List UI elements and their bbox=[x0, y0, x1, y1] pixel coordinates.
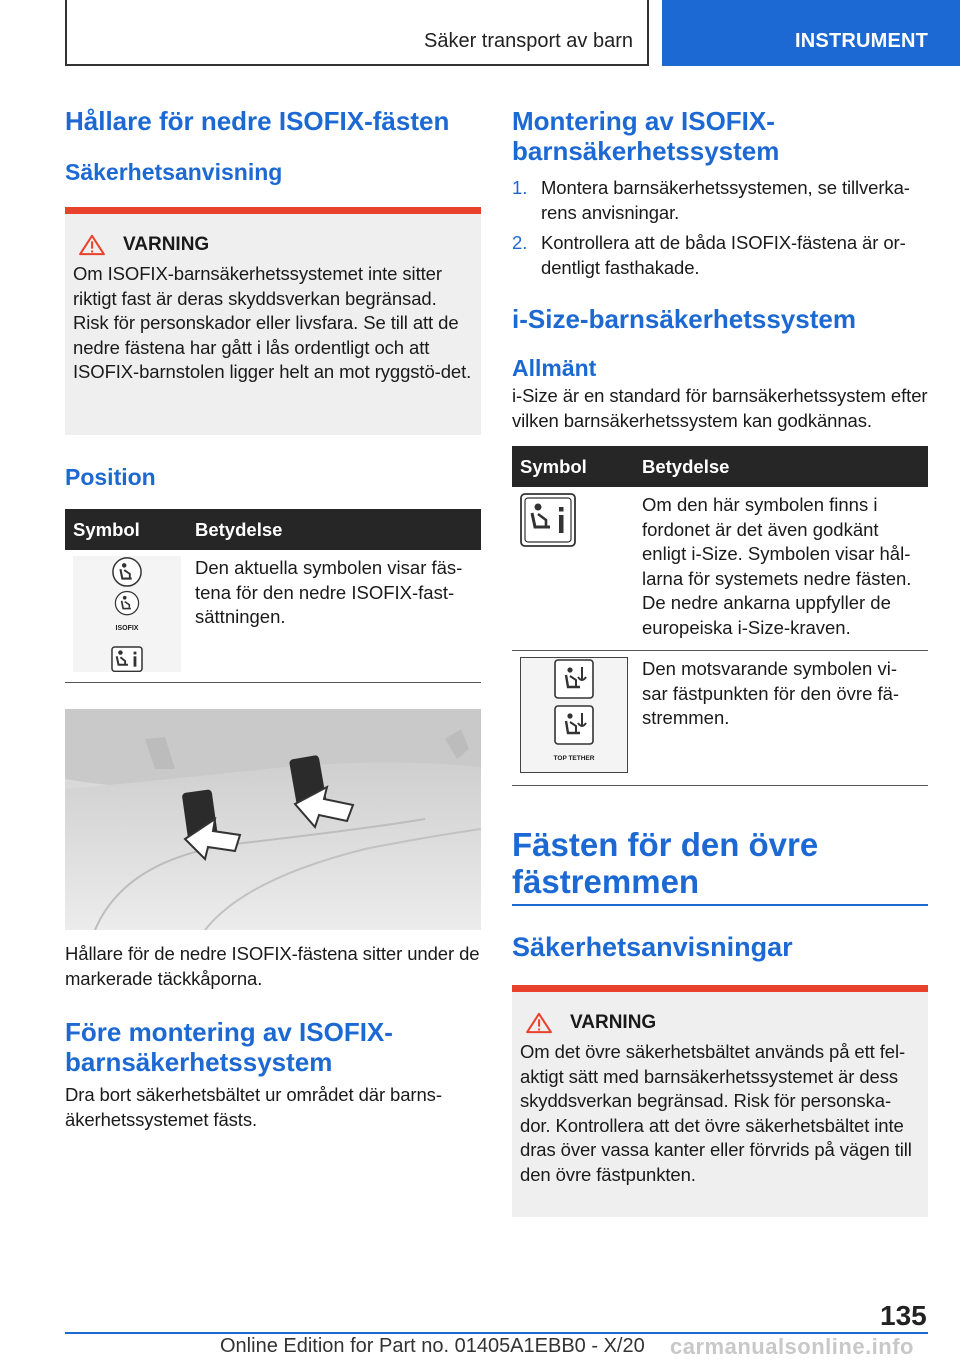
warning-triangle-icon bbox=[524, 1012, 554, 1034]
header-section-title: Säker transport av barn bbox=[424, 30, 633, 52]
tether-anchor-small-icon bbox=[554, 705, 594, 745]
step-number: 2. bbox=[512, 232, 528, 253]
safety-instructions-heading: Säkerhetsanvisningar bbox=[512, 932, 793, 962]
rear-seat-illustration bbox=[65, 709, 481, 930]
warning-box bbox=[512, 985, 928, 1217]
before-mounting-heading: Före montering av ISOFIX-barnsäkerhetssystem bbox=[65, 1017, 393, 1077]
table-header-symbol: Symbol bbox=[65, 509, 187, 550]
top-tether-label: TOP TETHER bbox=[553, 754, 595, 762]
isofix-label: ISOFIX bbox=[115, 625, 139, 633]
table-row bbox=[512, 487, 928, 651]
isofix-child-seat-icon bbox=[110, 556, 144, 588]
header-chapter-tab bbox=[662, 0, 960, 66]
warning-label: VARNING bbox=[123, 234, 210, 255]
isize-seat-icon bbox=[520, 493, 576, 547]
table-cell-meaning: Den aktuella symbolen visar fäs-tena för den nedre ISOFIX-fast-sättningen. bbox=[187, 550, 481, 683]
table-header-symbol: Symbol bbox=[512, 446, 634, 487]
heading-rule bbox=[512, 904, 928, 906]
isize-seat-icon bbox=[110, 646, 144, 672]
warning-header bbox=[73, 234, 473, 256]
warning-triangle-icon bbox=[77, 234, 107, 256]
top-tether-symbols bbox=[520, 657, 628, 773]
tether-anchor-icon bbox=[554, 659, 594, 699]
table-header-meaning: Betydelse bbox=[634, 446, 928, 487]
warning-header bbox=[520, 1012, 920, 1034]
warning-box bbox=[65, 207, 481, 435]
step-text: Montera barnsäkerhetssystemen, se tillverka-rens anvisningar. bbox=[541, 177, 910, 223]
left-column bbox=[65, 100, 481, 1132]
isize-symbol bbox=[520, 493, 576, 547]
general-text: i-Size är en standard för barnsäkerhetssystem efter vilken barnsäkerhetssystem kan godkännas. bbox=[512, 385, 928, 431]
upper-tether-heading: Fästen för den övre fästremmen bbox=[512, 826, 819, 900]
warning-text: Om det övre säkerhetsbältet används på ett fel-aktigt sätt med barnsäkerhetssystemet är dess skyddsverkan begränsad. Risk för personska-dor. Kontrollera att det övre säkerhetsbältet inte dras över vassa kanter eller förvrids på vägen till den övre fästpunkten. bbox=[520, 1041, 912, 1185]
mounting-steps bbox=[512, 176, 928, 280]
mounting-heading: Montering av ISOFIX-barnsäkerhetssystem bbox=[512, 106, 780, 166]
footer-edition: Online Edition for Part no. 01405A1EBB0 - X/20 bbox=[220, 1335, 645, 1357]
isofix-title: Hållare för nedre ISOFIX-fästen bbox=[65, 106, 450, 136]
safety-heading: Säkerhetsanvisning bbox=[65, 159, 283, 185]
table-header-meaning: Betydelse bbox=[187, 509, 481, 550]
isize-heading: i-Size-barnsäkerhetssystem bbox=[512, 304, 856, 334]
position-symbol-table bbox=[65, 509, 481, 683]
general-heading: Allmänt bbox=[512, 355, 597, 381]
table-cell-meaning: Om den här symbolen finns i fordonet är det även godkänt enligt i-Size. Symbolen visar hål-larna för systemets nedre fästen. De nedre ankarna uppfyller de europeiska i-Size-kraven. bbox=[634, 487, 928, 651]
photo-caption: Hållare för de nedre ISOFIX-fästena sitter under de markerade täckkåporna. bbox=[65, 943, 480, 989]
position-heading: Position bbox=[65, 464, 156, 490]
table-row bbox=[65, 550, 481, 683]
isofix-symbols bbox=[73, 556, 181, 672]
warning-text: Om ISOFIX-barnsäkerhetssystemet inte sitter riktigt fast är deras skyddsverkan begränsad. Risk för personskador eller livsfara. Se till att de nedre fästena har gått i lås ordentligt och att ISOFIX-barnstolen ligger helt an mot ryggstö-det. bbox=[73, 263, 472, 382]
list-item bbox=[512, 231, 928, 280]
header-section-box bbox=[65, 0, 649, 66]
isofix-small-seat-icon bbox=[113, 590, 141, 616]
step-number: 1. bbox=[512, 177, 528, 198]
table-cell-meaning: Den motsvarande symbolen vi-sar fästpunkten för den övre fä-stremmen. bbox=[634, 651, 928, 786]
table-row bbox=[512, 651, 928, 786]
right-column bbox=[512, 100, 928, 1217]
list-item bbox=[512, 176, 928, 225]
watermark: carmanualsonline.info bbox=[670, 1334, 914, 1359]
step-text: Kontrollera att de båda ISOFIX-fästena är or-dentligt fasthakade. bbox=[541, 232, 906, 278]
header-chapter-label: INSTRUMENT bbox=[795, 30, 929, 52]
isize-symbol-table bbox=[512, 446, 928, 786]
before-mounting-text: Dra bort säkerhetsbältet ur området där barns-äkerhetssystemet fästs. bbox=[65, 1084, 442, 1130]
seat-photo bbox=[65, 709, 481, 930]
page-number: 135 bbox=[880, 1300, 927, 1331]
warning-label: VARNING bbox=[570, 1012, 657, 1033]
